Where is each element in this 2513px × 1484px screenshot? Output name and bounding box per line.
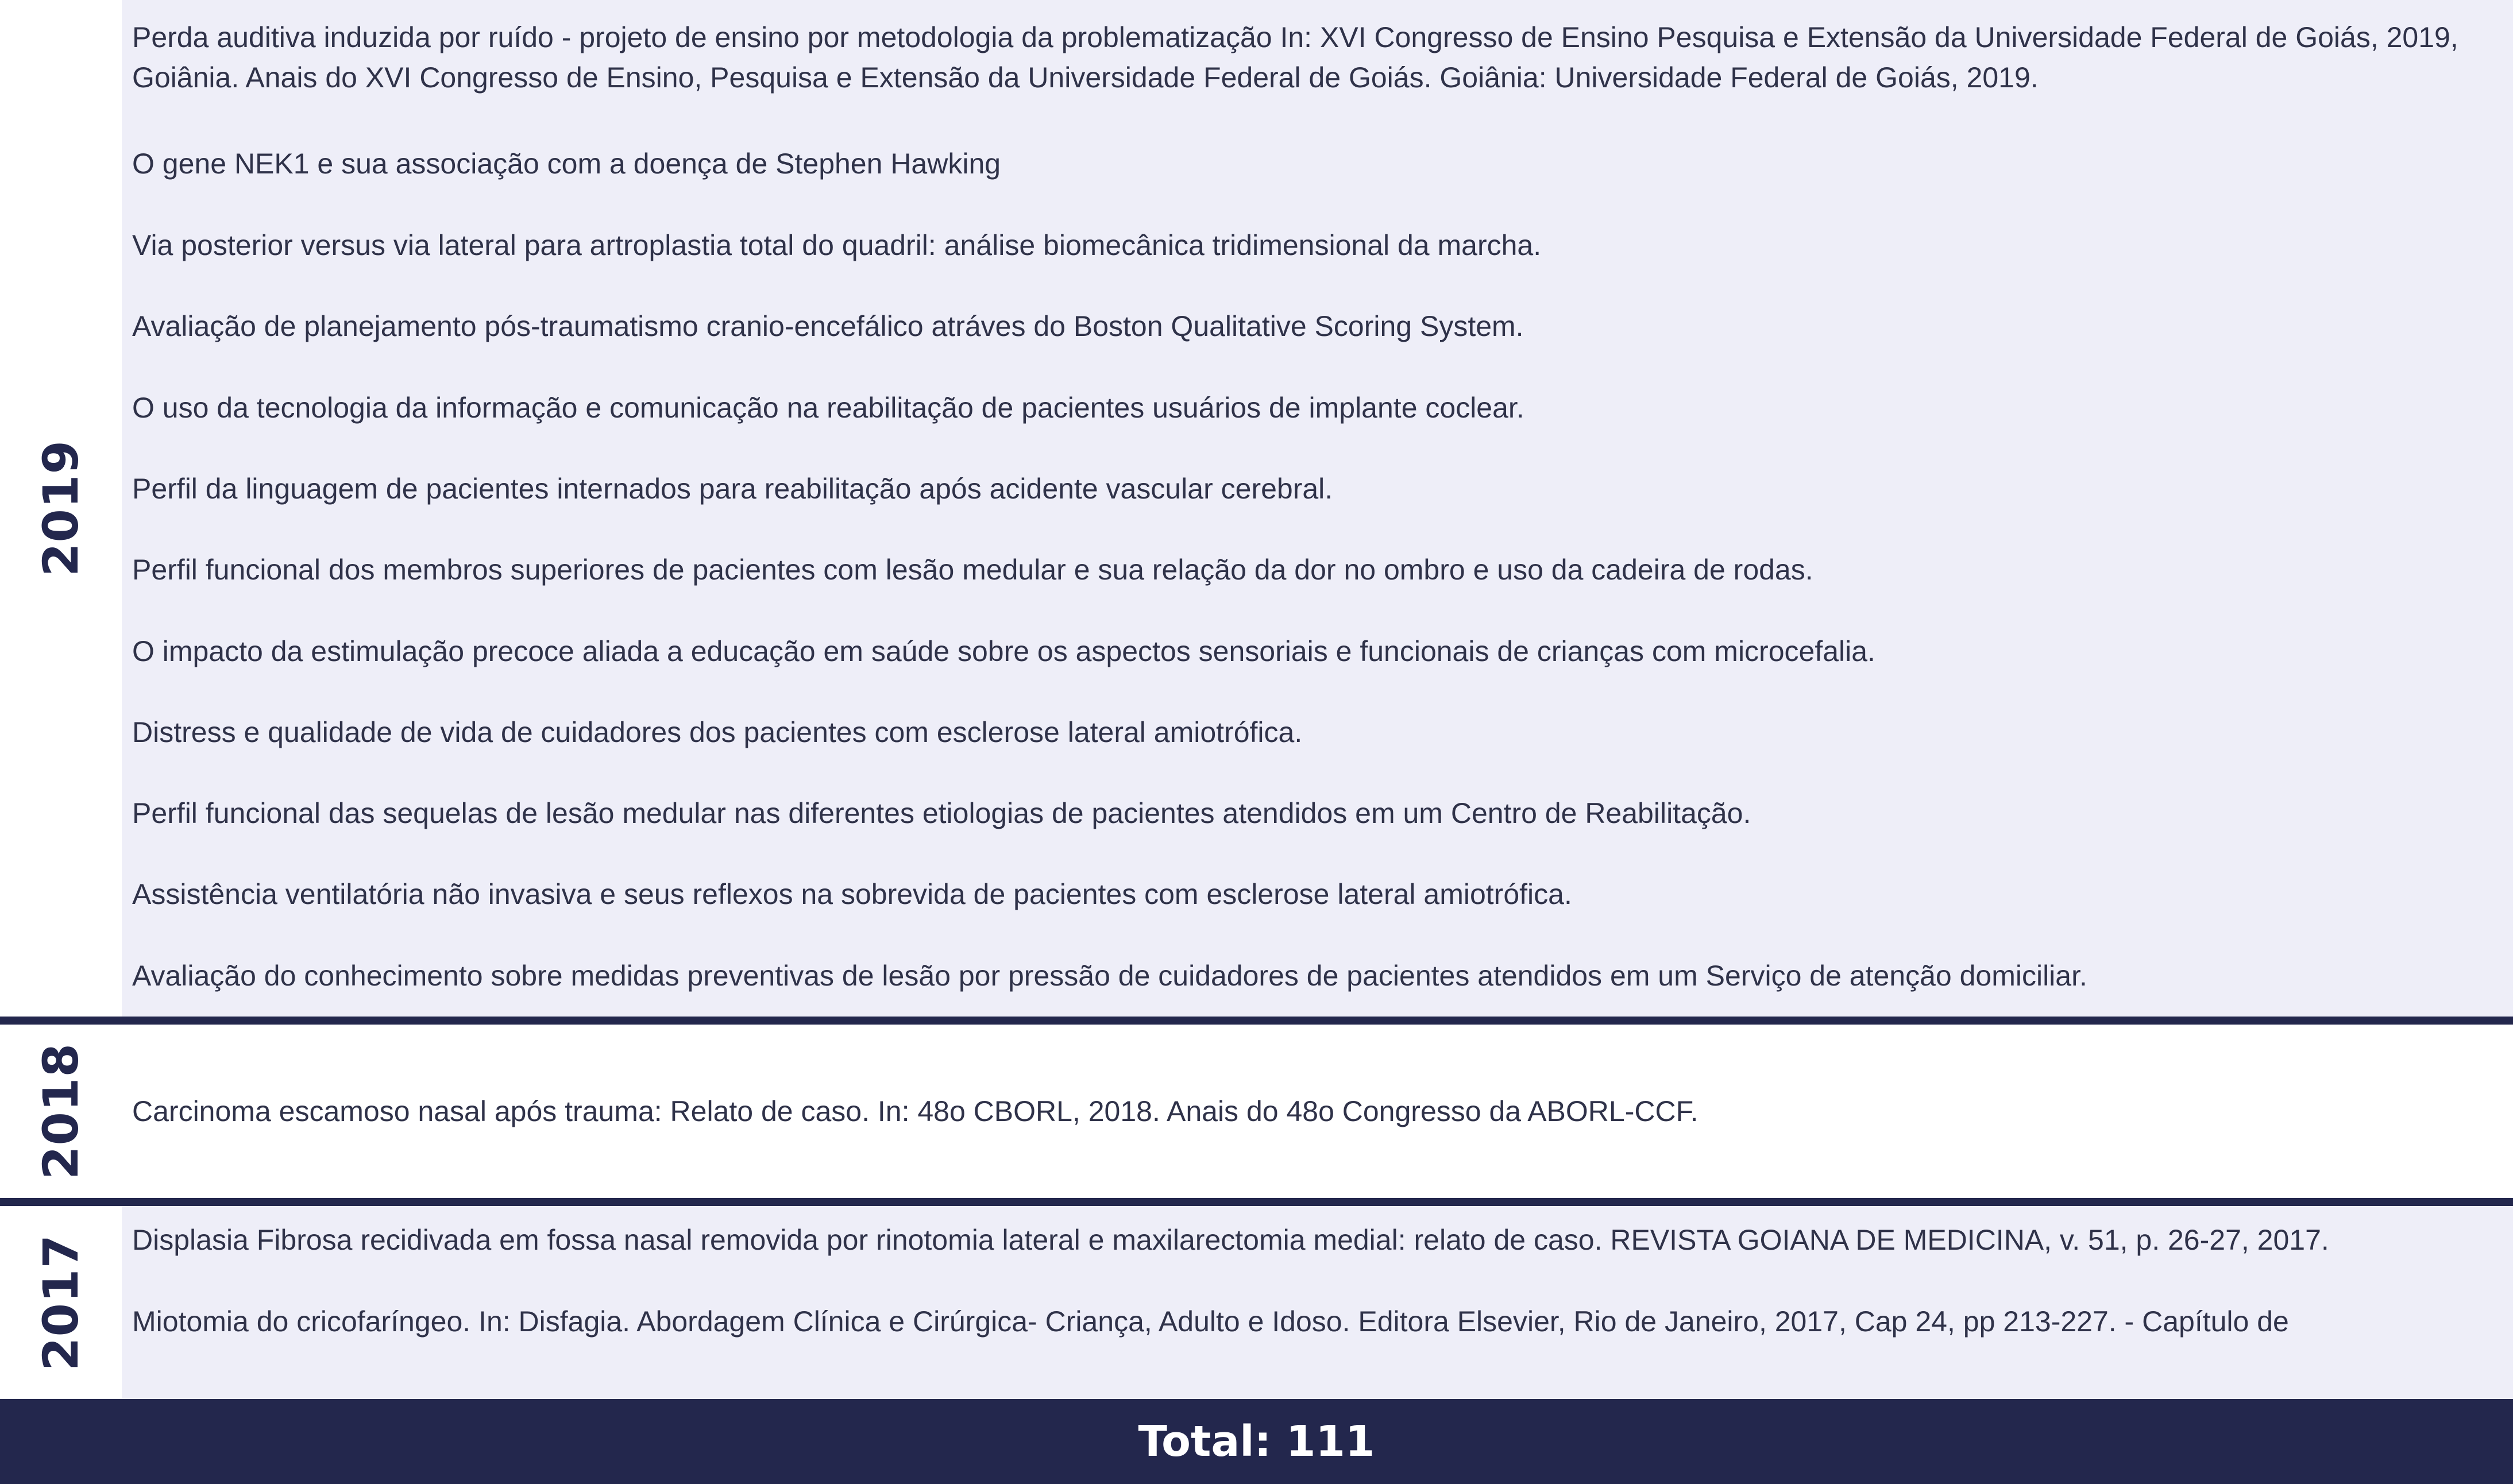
entries-list — [122, 1025, 2513, 1198]
list-item: Perfil da linguagem de pacientes internados para reabilitação após acidente vascular cerebral. — [132, 473, 1333, 505]
list-item: Perda auditiva induzida por ruído - projeto de ensino por metodologia da problematização In: XVI Congresso de Ensino Pesquisa e Extensão da Universidade Federal de Goiás, 2019, Goiânia. Anais do XVI Congresso de Ensino, Pesquisa e Extensão da Universidade Federal de Goiás. Goiânia: Universidade Federal de Goiás, 2019. — [132, 21, 2458, 94]
entries-list — [122, 1206, 2513, 1399]
year-column — [0, 0, 122, 1017]
list-item: Avaliação de planejamento pós-traumatismo cranio-encefálico atráves do Boston Qualitative Scoring System. — [132, 310, 1524, 342]
list-item: O uso da tecnologia da informação e comunicação na reabilitação de pacientes usuários de implante coclear. — [132, 392, 1524, 424]
list-item: Displasia Fibrosa recidivada em fossa nasal removida por rinotomia lateral e maxilarectomia medial: relato de caso. REVISTA GOIANA DE MEDICINA, v. 51, p. 26-27, 2017. — [132, 1224, 2329, 1256]
list-item: Assistência ventilatória não invasiva e seus reflexos na sobrevida de pacientes com esclerose lateral amiotrófica. — [132, 878, 1572, 910]
year-section-2017 — [0, 1206, 2513, 1399]
list-item: Perfil funcional das sequelas de lesão medular nas diferentes etiologias de pacientes atendidos em um Centro de Reabilitação. — [132, 797, 1751, 829]
list-item: Via posterior versus via lateral para artroplastia total do quadril: análise biomecânica tridimensional da marcha. — [132, 229, 1542, 261]
list-item: Perfil funcional dos membros superiores de pacientes com lesão medular e sua relação da dor no ombro e uso da cadeira de rodas. — [132, 554, 1813, 586]
year-label: 2017 — [33, 1234, 90, 1371]
list-item: Miotomia do cricofaríngeo. In: Disfagia. Abordagem Clínica e Cirúrgica- Criança, Adulto e Idoso. Editora Elsevier, Rio de Janeiro, 2017, Cap 24, pp 213-227. - Capítulo de — [132, 1305, 2289, 1338]
year-column — [0, 1025, 122, 1198]
list-item: O impacto da estimulação precoce aliada a educação em saúde sobre os aspectos sensoriais e funcionais de crianças com microcefalia. — [132, 635, 1875, 667]
year-label: 2019 — [33, 440, 90, 577]
section-divider — [0, 1198, 2513, 1206]
year-section-2018 — [0, 1025, 2513, 1198]
list-item: Carcinoma escamoso nasal após trauma: Relato de caso. In: 48o CBORL, 2018. Anais do 48o Congresso da ABORL-CCF. — [132, 1095, 1699, 1127]
section-divider — [0, 1017, 2513, 1025]
list-item: Distress e qualidade de vida de cuidadores dos pacientes com esclerose lateral amiotrófica. — [132, 716, 1303, 748]
list-item: O gene NEK1 e sua associação com a doença de Stephen Hawking — [132, 148, 1001, 180]
total-bar — [0, 1399, 2513, 1484]
entries-list — [122, 0, 2513, 1017]
list-item: Avaliação do conhecimento sobre medidas preventivas de lesão por pressão de cuidadores de pacientes atendidos em um Serviço de atenção domiciliar. — [132, 960, 2087, 992]
year-column — [0, 1206, 122, 1399]
year-label: 2018 — [33, 1043, 90, 1180]
total-count: Total: 111 — [1138, 1417, 1375, 1466]
